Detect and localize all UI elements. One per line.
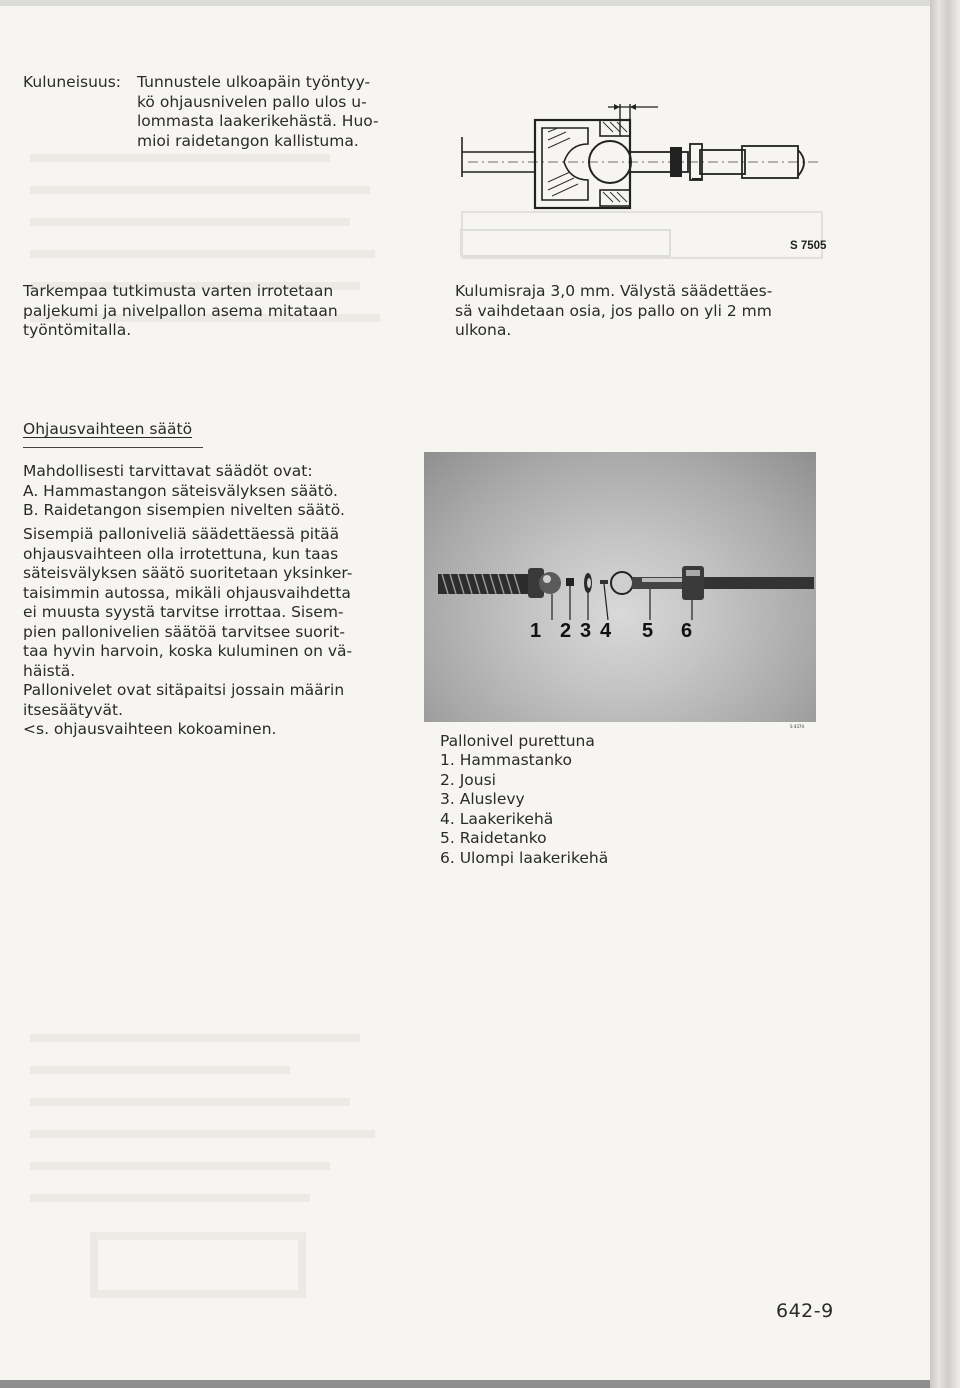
figure2-caption-title: Pallonivel purettuna bbox=[440, 732, 595, 750]
part-number-2: 2 bbox=[560, 620, 572, 642]
heading-double-rule bbox=[23, 447, 203, 448]
adjustments-intro: Mahdollisesti tarvittavat säädöt ovat: bbox=[23, 462, 313, 480]
part-item: 6. Ulompi laakerikehä bbox=[440, 848, 609, 867]
wear-description: Tunnustele ulkoapäin työntyy- kö ohjausnivelen pallo ulos u- lommasta laakerikehästä. Huo- mioi raidetangon kallistuma. bbox=[137, 73, 379, 150]
part-item: 2. Jousi bbox=[440, 770, 496, 789]
ball-joint-photo bbox=[424, 452, 816, 722]
part-number-1: 1 bbox=[530, 620, 542, 642]
part-number-3: 3 bbox=[580, 620, 592, 642]
part-item: 3. Aluslevy bbox=[440, 790, 525, 808]
assembly-reference: <s. ohjausvaihteen kokoaminen. bbox=[23, 720, 277, 738]
page-number: 642-9 bbox=[776, 1300, 834, 1322]
part-number-5: 5 bbox=[642, 620, 654, 642]
part-item: 4. Laakerikehä bbox=[440, 809, 554, 828]
part-number-6: 6 bbox=[681, 620, 693, 642]
page-top-edge bbox=[0, 0, 930, 6]
adjustment-item-a: A. Hammastangon säteisvälyksen säätö. bbox=[23, 482, 338, 500]
ball-joint-diagram bbox=[460, 92, 832, 262]
parts-list bbox=[440, 751, 608, 868]
figure1-code: S 7505 bbox=[790, 240, 827, 252]
adjustment-item-b: B. Raidetangon sisempien nivelten säätö. bbox=[23, 501, 345, 519]
bleed-through-block-lower bbox=[30, 1020, 390, 1270]
book-spine-edge bbox=[930, 0, 960, 1388]
figure2-code: S 4374 bbox=[790, 724, 804, 729]
inner-joint-paragraph: Sisempiä palloniveliä säädettäessä pitää ohjausvaihteen olla irrotettuna, kun taas säteisvälyksen säätö suoritetaan yksinker- taisimmin autossa, mikäli ohjausvaihdetta ei muusta syystä tarvitse irrottaa. Sisem- pien pallonivelien säätöä tarvitsee suorit- taa hyvin harvoin, koska kuluminen on vä- häistä. bbox=[23, 525, 353, 680]
section-heading: Ohjausvaihteen säätö bbox=[23, 420, 193, 438]
part-number-4: 4 bbox=[600, 620, 612, 642]
wear-label: Kuluneisuus: bbox=[23, 73, 122, 91]
exploded-parts-illustration bbox=[424, 452, 816, 722]
figure1-caption: Kulumisraja 3,0 mm. Välystä säädettäes- sä vaihdetaan osia, jos pallo on yli 2 mm ulkona. bbox=[455, 282, 773, 339]
self-adjusting-paragraph: Pallonivelet ovat sitäpaitsi jossain määrin itsesäätyvät. bbox=[23, 681, 345, 719]
part-item: 1. Hammastanko bbox=[440, 751, 572, 769]
page-bottom-edge bbox=[0, 1380, 930, 1388]
measure-note: Tarkempaa tutkimusta varten irrotetaan paljekumi ja nivelpallon asema mitataan työntömitalla. bbox=[23, 282, 338, 339]
part-item: 5. Raidetanko bbox=[440, 829, 547, 847]
